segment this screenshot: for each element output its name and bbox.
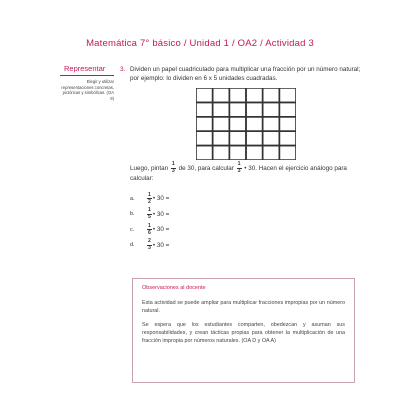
grid-cell	[279, 146, 296, 160]
grid-cell	[213, 117, 230, 131]
grid-cell	[263, 117, 280, 131]
teacher-notes-box	[132, 278, 355, 383]
item-expression: • 30 =	[152, 226, 170, 234]
grid-cell	[279, 102, 296, 116]
grid-cell	[229, 102, 246, 116]
grid-cell	[246, 131, 263, 145]
grid-cell	[246, 146, 263, 160]
sidebar-skill	[60, 64, 114, 102]
item-label: b.	[130, 211, 135, 218]
item-label: c.	[130, 226, 135, 233]
exercise-item	[130, 191, 169, 207]
grid-cell	[196, 146, 213, 160]
fraction-denominator: 3	[237, 168, 241, 175]
fraction	[147, 224, 152, 236]
item-expression: • 30 =	[152, 210, 170, 218]
grid-cell	[246, 117, 263, 131]
fraction-numerator: 2	[148, 238, 151, 245]
grid-cell	[213, 102, 230, 116]
teacher-notes-title: Observaciones al docente	[142, 285, 206, 291]
grid-cell	[279, 88, 296, 102]
exercise-item	[130, 222, 169, 238]
item-label: d.	[130, 242, 135, 249]
grid-cell	[229, 88, 246, 102]
teacher-notes-paragraph: Esta actividad se puede ampliar para multiplicar fracciones impropias por un número natural.	[142, 300, 345, 315]
question-number: 3.	[120, 66, 126, 73]
grid-cell	[229, 146, 246, 160]
followup-text-3: • 30. Hacen el ejercicio análogo para calcular:	[130, 164, 347, 183]
fraction-numerator: 1	[237, 161, 241, 167]
question-intro: Dividen un papel cuadriculado para multiplicar una fracción por un número natural; por ejemplo: lo dividen en 6 x 5 unidades cuadradas.	[130, 66, 361, 83]
fraction	[147, 239, 152, 251]
exercise-item	[130, 238, 169, 254]
fraction-denominator: 5	[148, 214, 151, 221]
fraction	[147, 208, 152, 220]
fraction-numerator: 1	[148, 191, 151, 198]
skill-title: Representar	[60, 64, 114, 76]
grid-cell	[263, 146, 280, 160]
grid-cell	[196, 88, 213, 102]
exercise-list	[130, 191, 169, 253]
fraction	[237, 162, 242, 174]
grid-cell	[196, 102, 213, 116]
squared-paper-grid	[196, 88, 296, 160]
item-expression: • 30 =	[152, 241, 170, 249]
item-expression: • 30 =	[152, 195, 170, 203]
item-label: a.	[130, 195, 135, 202]
grid-cell	[213, 131, 230, 145]
grid-cell	[279, 131, 296, 145]
grid-cell	[196, 131, 213, 145]
page-header: Matemática 7° básico / Unidad 1 / OA2 / Actividad 3	[86, 38, 314, 49]
grid-cell	[263, 102, 280, 116]
exercise-item	[130, 207, 169, 223]
fraction-numerator: 1	[171, 161, 175, 167]
grid-cell	[229, 131, 246, 145]
grid-cell	[213, 146, 230, 160]
followup-text-1: Luego, pintan	[130, 164, 169, 172]
fraction-denominator: 6	[148, 229, 151, 236]
fraction-denominator: 2	[148, 198, 151, 205]
fraction-denominator: 3	[171, 168, 175, 175]
grid-cell	[279, 117, 296, 131]
grid-cell	[196, 117, 213, 131]
grid-cell	[246, 102, 263, 116]
grid-cell	[246, 88, 263, 102]
skill-description: Elegir y utilizar representaciones concretas, pictóricas y simbólicas. (OA 9)	[61, 79, 114, 102]
grid-cell	[263, 88, 280, 102]
fraction-numerator: 1	[148, 207, 151, 214]
fraction-numerator: 1	[148, 222, 151, 229]
grid-cell	[263, 131, 280, 145]
fraction	[171, 162, 176, 174]
question-followup	[130, 162, 365, 184]
fraction-denominator: 3	[148, 245, 151, 252]
teacher-notes-paragraph: Se espera que los estudiantes comparten, obedezcan y asuman sus responsabilidades, y crean tácticas propias para obtener la multiplicación de una fracción impropia por números naturales. (OA D y OA A)	[142, 322, 345, 345]
grid-cell	[213, 88, 230, 102]
fraction	[147, 193, 152, 205]
grid-cell	[229, 117, 246, 131]
followup-text-2: de 30, para calcular	[178, 164, 234, 172]
